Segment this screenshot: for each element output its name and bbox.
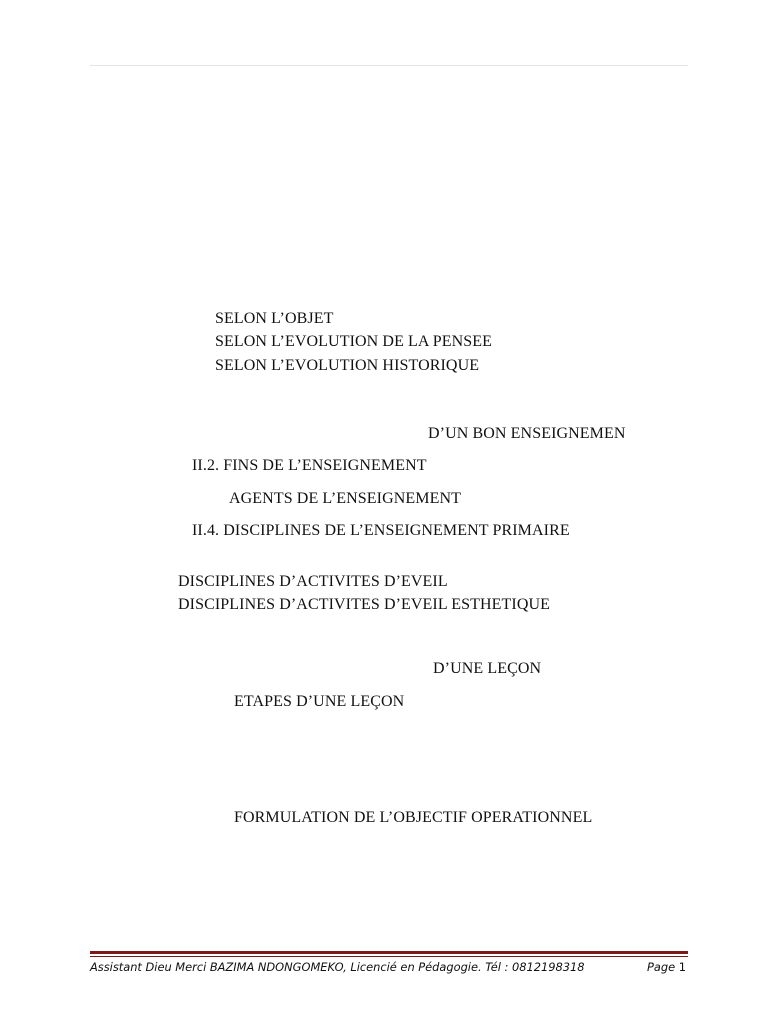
- toc-line-activites-eveil: DISCIPLINES D’ACTIVITES D’EVEIL: [178, 573, 448, 590]
- footer-divider-thick: [90, 951, 688, 954]
- toc-line-evolution-historique: SELON L’EVOLUTION HISTORIQUE: [215, 357, 480, 374]
- page-number: 1: [678, 960, 686, 974]
- footer-author: Assistant Dieu Merci BAZIMA NDONGOMEKO, Licencié en Pédagogie. Tél : 0812198318: [90, 960, 585, 974]
- toc-line-fins-enseignement: II.2. FINS DE L’ENSEIGNEMENT: [192, 457, 427, 474]
- footer-divider-thin: [90, 956, 688, 957]
- toc-line-selon-objet: SELON L’OBJET: [215, 310, 334, 327]
- footer-page-number: [647, 958, 686, 976]
- toc-line-disciplines-primaire: II.4. DISCIPLINES DE L’ENSEIGNEMENT PRIMAIRE: [192, 522, 570, 539]
- toc-line-etapes-lecon: ETAPES D’UNE LEÇON: [234, 693, 405, 710]
- page-label: Page: [647, 960, 676, 974]
- toc-line-bon-enseignement: D’UN BON ENSEIGNEMEN: [428, 425, 626, 442]
- toc-line-objectif-operationnel: FORMULATION DE L’OBJECTIF OPERATIONNEL: [234, 809, 593, 826]
- toc-line-agents-enseignement: AGENTS DE L’ENSEIGNEMENT: [229, 490, 462, 507]
- toc-line-une-lecon: D’UNE LEÇON: [433, 660, 542, 677]
- toc-line-evolution-pensee: SELON L’EVOLUTION DE LA PENSEE: [215, 333, 493, 350]
- toc-line-activites-eveil-esthetique: DISCIPLINES D’ACTIVITES D’EVEIL ESTHETIQUE: [178, 596, 550, 613]
- header-divider: [90, 65, 688, 66]
